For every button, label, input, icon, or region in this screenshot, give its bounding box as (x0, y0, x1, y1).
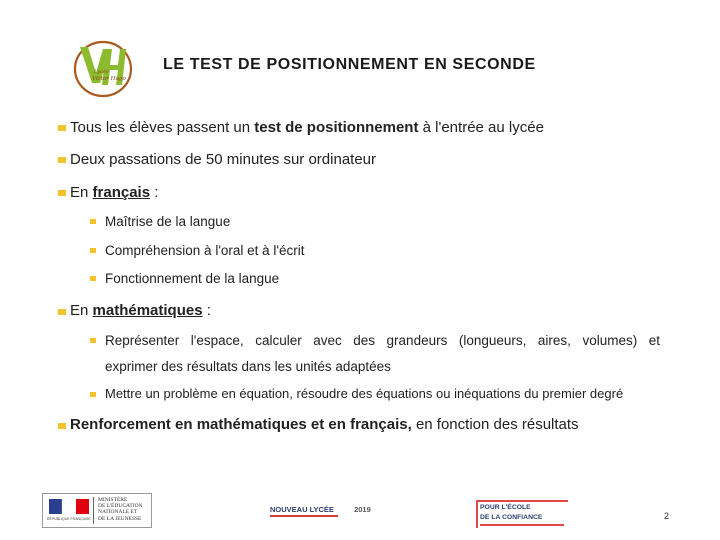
maths-item-1-line-1: Représenter l'espace, calculer avec des grandeurs (longueurs, aires, volumes) et (105, 333, 660, 348)
sub-bullet-marker (90, 276, 96, 281)
bullet-1-bold: test de positionnement (254, 119, 419, 136)
bullet-1-after: à l'entrée au lycée (418, 119, 544, 136)
bullet-5 (70, 416, 579, 433)
nouveau-lycee-text: NOUVEAU LYCÉE (270, 505, 334, 514)
bullet-4 (70, 302, 211, 319)
francais-item-2: Compréhension à l'oral et à l'écrit (105, 243, 305, 258)
slide-title: LE TEST DE POSITIONNEMENT EN SECONDE (163, 56, 536, 73)
bullet-3-text: En (70, 184, 93, 201)
bullet-marker (58, 157, 66, 163)
maths-item-2: Mettre un problème en équation, résoudre des équations ou inéquations du premier degré (105, 386, 624, 401)
confiance-line-1: POUR L'ÉCOLE (480, 504, 531, 511)
bullet-marker (58, 125, 66, 131)
bullet-4-keyword: mathématiques (92, 302, 203, 319)
sub-bullet-marker (90, 219, 96, 224)
nouveau-lycee-year: 2019 (354, 505, 371, 514)
school-logo (70, 37, 136, 99)
bullet-2-text: Deux passations de 50 minutes sur ordinateur (70, 151, 377, 168)
nouveau-lycee-underline (270, 515, 338, 517)
nouveau-lycee-logo (270, 505, 371, 514)
sub-bullet-marker (90, 248, 96, 253)
bullet-3-after: : (150, 184, 159, 201)
logo-text-2: Victor Hugo (92, 76, 126, 82)
ministry-name (98, 497, 150, 522)
bullet-2 (70, 151, 376, 168)
bullet-4-after: : (202, 302, 211, 319)
sub-bullet-marker (90, 392, 96, 397)
sub-bullet-marker (90, 338, 96, 343)
ministry-logo (42, 493, 152, 528)
logo-text: Lycée (94, 69, 109, 75)
ministry-line: NATIONALE ET (98, 509, 138, 516)
bullet-marker (58, 423, 66, 429)
francais-item-1: Maîtrise de la langue (105, 214, 231, 229)
ministry-line: DE LA JEUNESSE (98, 515, 142, 522)
ecole-confiance-logo (476, 500, 576, 528)
ministry-line: MINISTÈRE (98, 497, 128, 503)
divider (93, 497, 94, 524)
bullet-3-keyword: français (92, 184, 151, 201)
ministry-line: DE L'ÉDUCATION (98, 503, 143, 510)
bullet-marker (58, 309, 66, 315)
page-number: 2 (664, 511, 670, 521)
bullet-1 (70, 119, 544, 136)
maths-item-1-line-2: exprimer des résultats dans les unités adaptées (105, 359, 391, 374)
confiance-line-2: DE LA CONFIANCE (480, 514, 543, 521)
bullet-5-after: en fonction des résultats (411, 416, 579, 433)
francais-item-3: Fonctionnement de la langue (105, 271, 280, 286)
bullet-1-text: Tous les élèves passent un (70, 119, 255, 136)
bullet-4-text: En (70, 302, 93, 319)
bullet-3 (70, 184, 158, 201)
bullet-marker (58, 190, 66, 196)
republique-text: RÉPUBLIQUE FRANÇAISE (47, 517, 91, 521)
bullet-5-bold: Renforcement en mathématiques et en français, (70, 416, 412, 433)
confiance-underline (480, 524, 564, 526)
